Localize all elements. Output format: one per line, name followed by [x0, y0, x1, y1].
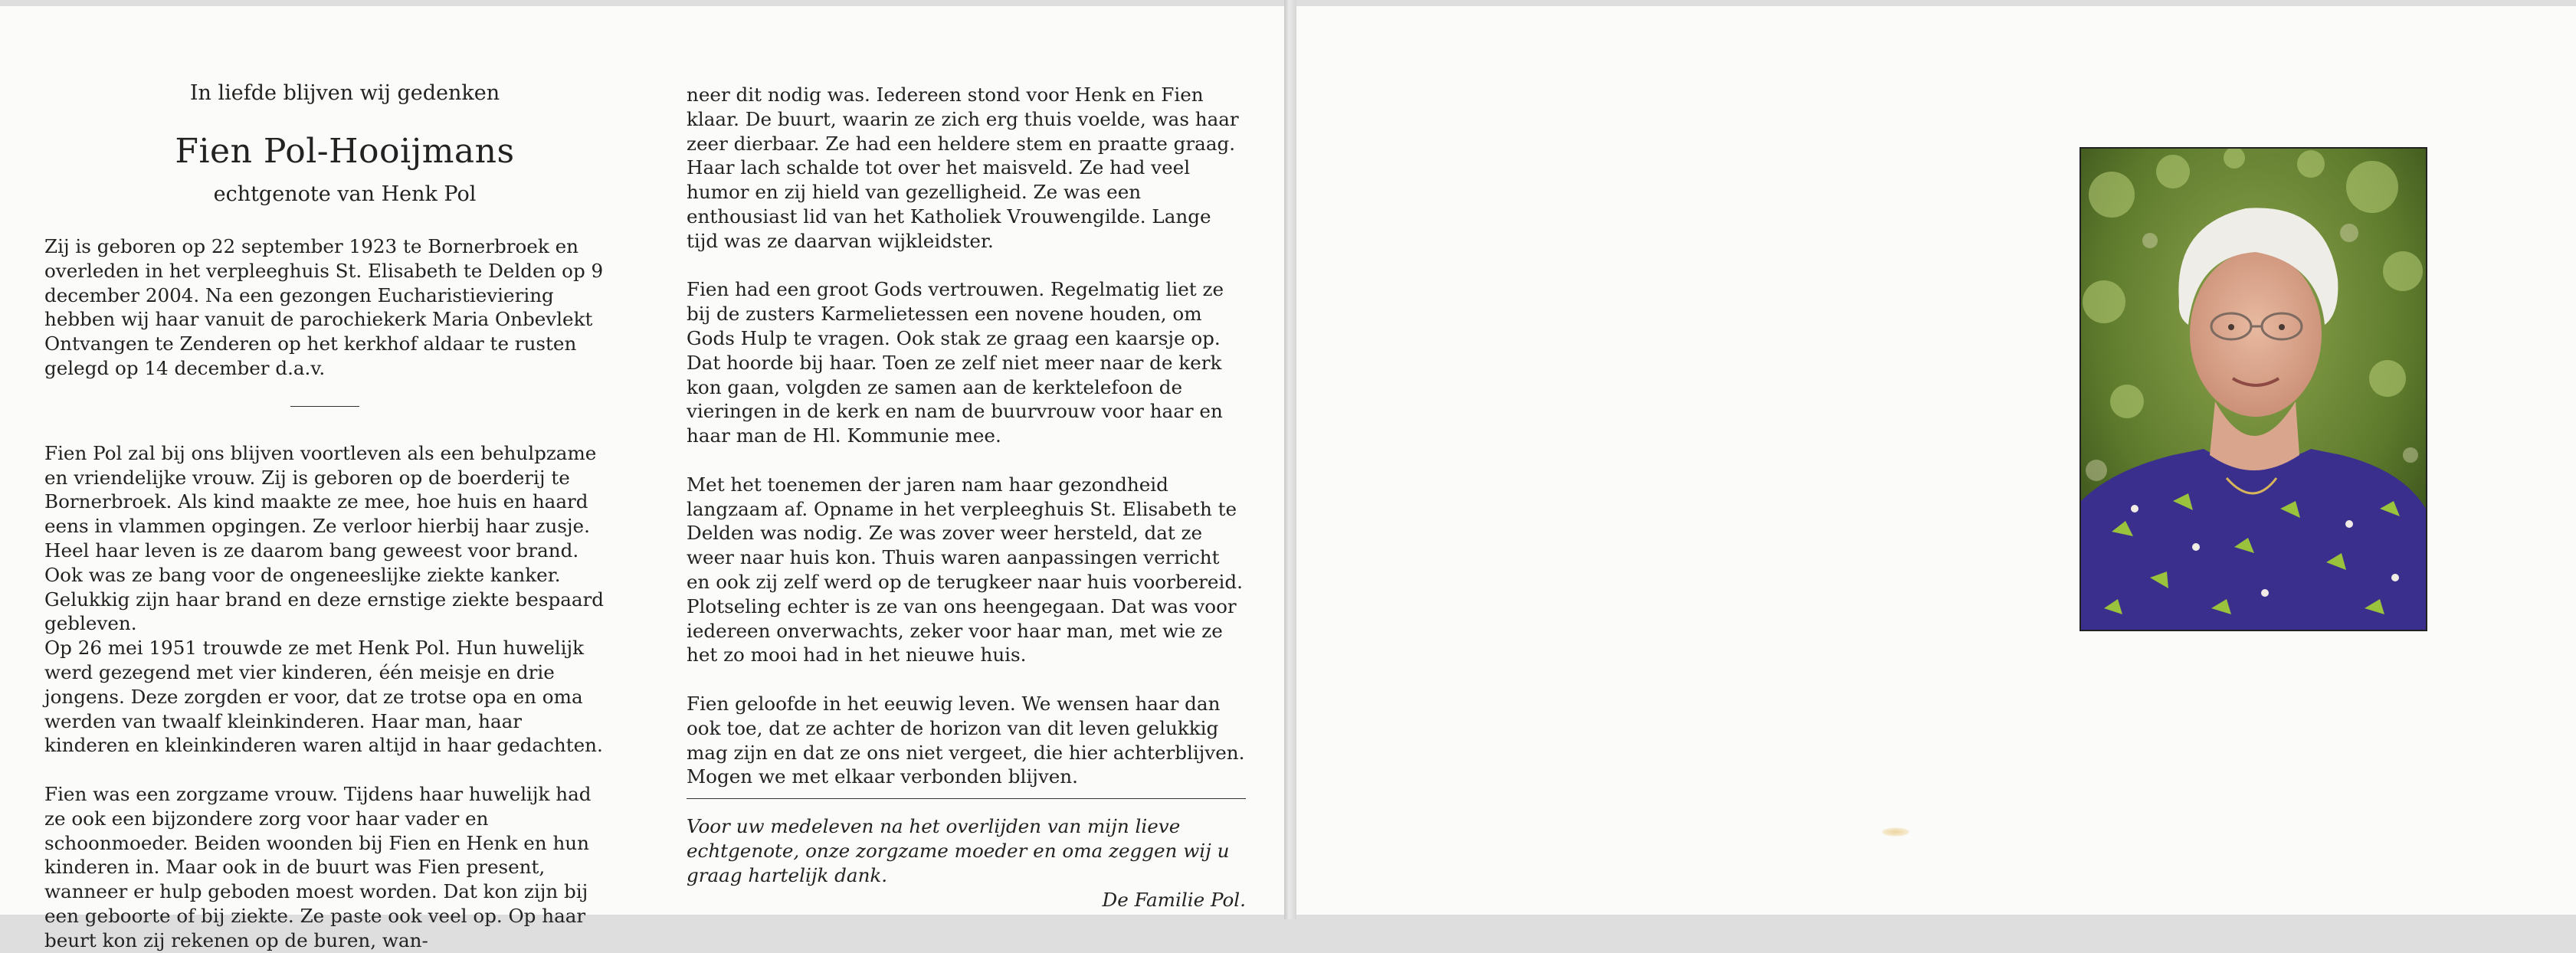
- long-divider: [687, 798, 1246, 799]
- life-paragraph-1: Fien Pol zal bij ons blijven voortleven als een behulpzame en vriendelijke vrouw. Zij is geboren op de boerderij te Bornerbroek. Als kind maakte ze mee, hoe huis en haard eens in vlammen opgingen. Ze verloor hierbij haar zusje. Heel haar leven is ze daarom bang geweest voor brand. Ook was ze bang voor de ongeneeslijke ziekte kanker. Gelukkig zijn haar brand en deze ernstige ziekte bespaard gebleven.: [44, 441, 605, 635]
- short-divider: [290, 406, 359, 407]
- family-signature: De Familie Pol.: [1102, 888, 1246, 911]
- paragraph-gap: [687, 667, 1246, 692]
- thanks-text: Voor uw medeleven na het overlijden van mijn lieve echtgenote, onze zorgzame moeder en oma zeggen wij u graag hartelijk dank.: [687, 815, 1230, 886]
- faith-paragraph: Fien had een groot Gods vertrouwen. Regelmatig liet ze bij de zusters Karmelietessen een novene houden, om Gods Hulp te vragen. Ook stak ze graag een kaarsje op. Dat hoorde bij haar. Toen ze zelf niet meer naar de kerk kon gaan, volgden ze samen aan de kerktelefoon de vieringen in de kerk en nam de buurvrouw voor haar en haar man de Hl. Kommunie mee.: [687, 278, 1224, 447]
- short-divider-wrap: [44, 385, 605, 427]
- left-page: [0, 6, 1284, 951]
- life-paragraph-4: neer dit nodig was. Iedereen stond voor Henk en Fien klaar. De buurt, waarin ze zich erg thuis voelde, was haar zeer dierbaar. Ze had een heldere stem en praatte graag. Haar lach schalde tot over het maisveld. Ze had veel humor en zij hield van gezelligheid. Ze was een enthousiast lid van het Katholiek Vrouwengilde. Lange tijd was ze daarvan wijkleidster.: [687, 84, 1239, 252]
- spouse-line: echtgenote van Henk Pol: [213, 182, 477, 206]
- life-paragraph-2: Op 26 mei 1951 trouwde ze met Henk Pol. Hun huwelijk werd gezegend met vier kinderen, één meisje en drie jongens. Deze zorgden er voor, dat ze trotse opa en oma werden van twaalf kleinkinderen. Haar man, haar kinderen en kleinkinderen waren altijd in haar gedachten.: [44, 637, 603, 757]
- intro-line: In liefde blijven wij gedenken: [189, 81, 500, 105]
- life-paragraph-3: Fien was een zorgzame vrouw. Tijdens haar huwelijk had ze ook een bijzondere zorg voor haar vader en schoonmoeder. Beiden woonden bij Fien en Henk en hun kinderen in. Maar ook in de buurt was Fien present, wanneer er hulp geboden moest worden. Dat kon zijn bij een geboorte of bij ziekte. Ze paste ook veel op. Op haar beurt kon zij rekenen op de buren, wan-: [44, 782, 592, 951]
- portrait-photo: [2079, 147, 2427, 631]
- left-text-column: [44, 234, 605, 953]
- paragraph-gap: [44, 758, 605, 782]
- paragraph-gap: [687, 448, 1246, 473]
- portrait-illustration: [2081, 149, 2426, 630]
- right-text-column: [687, 83, 1246, 912]
- card-fold: [1284, 0, 1296, 919]
- paper-stain: [1881, 827, 1910, 837]
- paragraph-gap: [687, 254, 1246, 278]
- deceased-name: Fien Pol-Hooijmans: [175, 132, 515, 171]
- health-paragraph: Met het toenemen der jaren nam haar gezondheid langzaam af. Opname in het verpleeghuis St. Elisabeth te Delden was nodig. Ze was zover weer hersteld, dat ze weer naar huis kon. Thuis waren aanpassingen verricht en ook zij zelf werd op de terugkeer naar huis voorbereid. Plotseling echter is ze van ons heengegaan. Dat was voor iedereen onverwachts, zeker voor haar man, met wie ze het zo mooi had in het nieuwe huis.: [687, 473, 1243, 666]
- birth-death-paragraph: Zij is geboren op 22 september 1923 te Bornerbroek en overleden in het verpleeghuis St. Elisabeth te Delden op 9 december 2004. Na een gezongen Eucharistieviering hebben wij haar vanuit de parochiekerk Maria Onbevlekt Ontvangen te Zenderen op het kerkhof aldaar te rusten gelegd op 14 december d.a.v.: [44, 235, 604, 379]
- eternal-life-paragraph: Fien geloofde in het eeuwig leven. We wensen haar dan ook toe, dat ze achter de horizon van dit leven gelukkig mag zijn en dat ze ons niet vergeet, die hier achterblijven. Mogen we met elkaar verbonden blijven.: [687, 692, 1245, 788]
